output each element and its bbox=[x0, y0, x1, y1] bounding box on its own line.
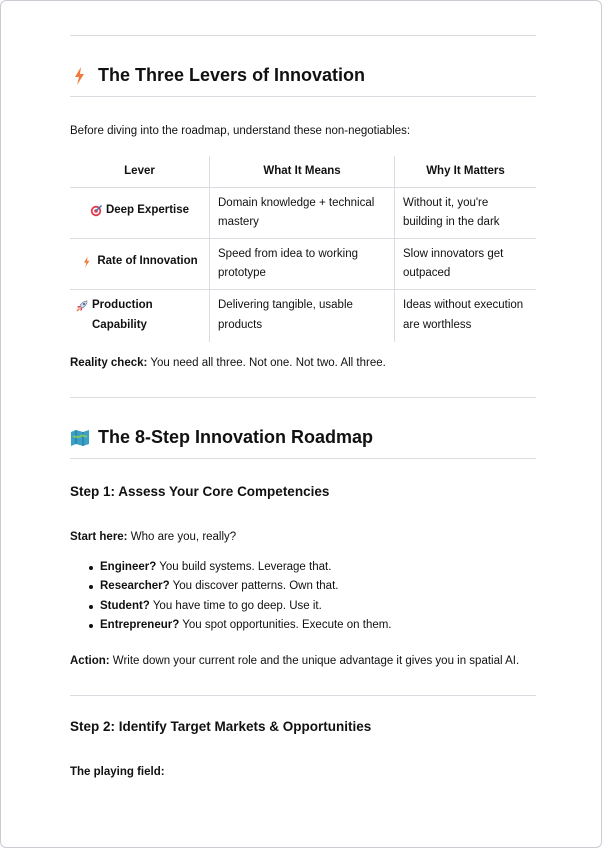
divider bbox=[70, 397, 536, 398]
divider bbox=[70, 458, 536, 459]
table-cell-means: Delivering tangible, usable products bbox=[210, 290, 395, 342]
target-icon bbox=[90, 205, 102, 217]
lever-name: Deep Expertise bbox=[105, 204, 190, 217]
table-cell-means: Domain knowledge + technical mastery bbox=[210, 188, 395, 239]
divider bbox=[70, 35, 536, 36]
start-here-paragraph bbox=[70, 528, 236, 546]
list-item-text: You spot opportunities. Execute on them. bbox=[179, 618, 392, 631]
intro-paragraph: Before diving into the roadmap, understand these non-negotiables: bbox=[70, 125, 411, 137]
section-heading-text: The Three Levers of Innovation bbox=[98, 65, 366, 85]
table-cell-matters: Without it, you're building in the dark bbox=[395, 188, 537, 239]
table-header-matters: Why It Matters bbox=[395, 156, 537, 188]
table-cell-lever bbox=[70, 239, 210, 290]
table-cell-matters: Ideas without execution are worthless bbox=[395, 290, 537, 342]
list-item bbox=[70, 558, 392, 577]
section-heading-roadmap bbox=[70, 427, 373, 448]
levers-table bbox=[70, 156, 536, 342]
list-item-label: Researcher? bbox=[100, 580, 170, 593]
rocket-icon bbox=[76, 300, 88, 312]
lightning-icon bbox=[70, 66, 90, 86]
table-cell-lever bbox=[70, 188, 210, 239]
list-item-text: You build systems. Leverage that. bbox=[156, 561, 332, 573]
reality-check-label: Reality check: bbox=[70, 357, 148, 369]
lever-name: Production Capability bbox=[92, 299, 153, 331]
list-item-text: You discover patterns. Own that. bbox=[169, 580, 339, 593]
reality-check-text: You need all three. Not one. Not two. All three. bbox=[147, 357, 386, 369]
playing-field-label: The playing field: bbox=[70, 766, 165, 778]
table-row bbox=[70, 239, 536, 290]
list-item-label: Student? bbox=[100, 599, 150, 612]
table-row bbox=[70, 290, 536, 342]
list-item-label: Engineer? bbox=[100, 561, 157, 573]
list-item bbox=[70, 577, 392, 596]
table-header-row bbox=[70, 156, 536, 188]
table-row bbox=[70, 188, 536, 239]
table-cell-lever bbox=[70, 290, 210, 342]
list-item-text: You have time to go deep. Use it. bbox=[149, 599, 322, 612]
lever-name: Rate of Innovation bbox=[97, 255, 198, 268]
list-item-label: Entrepreneur? bbox=[100, 618, 180, 631]
lightning-icon bbox=[81, 256, 93, 268]
divider bbox=[70, 96, 536, 97]
step1-title: Step 1: Assess Your Core Competencies bbox=[70, 484, 330, 499]
step2-title: Step 2: Identify Target Markets & Opportunities bbox=[70, 719, 372, 734]
competency-list bbox=[70, 558, 392, 635]
table-header-lever: Lever bbox=[70, 156, 210, 188]
section-heading-text: The 8-Step Innovation Roadmap bbox=[98, 427, 374, 447]
list-item bbox=[70, 616, 392, 635]
table-cell-means: Speed from idea to working prototype bbox=[210, 239, 395, 290]
action-label: Action: bbox=[70, 655, 110, 667]
start-here-label: Start here: bbox=[70, 531, 128, 543]
action-text: Write down your current role and the unique advantage it gives you in spatial AI. bbox=[109, 655, 520, 667]
table-cell-matters: Slow innovators get outpaced bbox=[395, 239, 537, 290]
section-heading-levers bbox=[70, 65, 365, 86]
table-header-means: What It Means bbox=[210, 156, 395, 188]
divider bbox=[70, 695, 536, 696]
list-item bbox=[70, 597, 392, 616]
action-paragraph bbox=[70, 652, 519, 670]
reality-check bbox=[70, 354, 386, 372]
start-here-text: Who are you, really? bbox=[127, 531, 237, 543]
map-icon bbox=[70, 428, 90, 448]
